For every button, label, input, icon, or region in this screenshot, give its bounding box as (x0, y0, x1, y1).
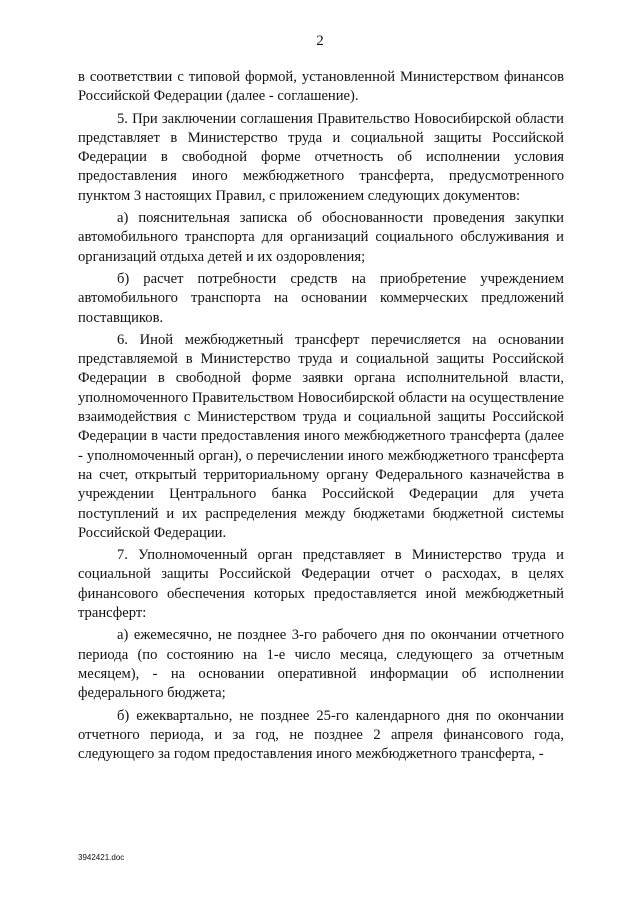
paragraph-subitem-7a: а) ежемесячно, не позднее 3-го рабочего дня по окончании отчетного периода (по состоянию на 1-е число месяца, следующего за отчетным месяцем), - на основании оперативной информации об исполнении федерального бюджета; (78, 627, 564, 702)
paragraph-item-5: 5. При заключении соглашения Правительство Новосибирской области представляет в Министерство труда и социальной защиты Российской Федерации в свободной форме отчетность об исполнении условия предоставления иного межбюджетного трансферта, предусмотренного пунктом 3 настоящих Правил, с приложением следующих документов: (78, 110, 564, 204)
document-filename-footer: 3942421.doc (78, 853, 125, 862)
page-number: 2 (316, 33, 324, 49)
paragraph-subitem-5b: б) расчет потребности средств на приобретение учреждением автомобильного транспорта на основании коммерческих предложений поставщиков. (78, 270, 564, 326)
paragraph-item-7: 7. Уполномоченный орган представляет в Министерство труда и социальной защиты Российской Федерации отчет о расходах, в целях финансового обеспечения которых предоставляется иной межбюджетный трансферт: (78, 547, 564, 622)
paragraph-item-6: 6. Иной межбюджетный трансферт перечисляется на основании представляемой в Министерство труда и социальной защиты Российской Федерации в свободной форме заявки органа исполнительной власти, уполномоченного Правительством Новосибирской области на осуществление взаимодействия с Министерством труда и социальной защиты Российской Федерации в части предоставления иного межбюджетного трансферта (далее - уполномоченный орган), о перечислении иного межбюджетного трансферта на счет, открытый территориальному органу Федерального казначейства в учреждении Центрального банка Российской Федерации для учета поступлений и их распределения между бюджетами бюджетной системы Российской Федерации. (78, 331, 564, 541)
document-body (78, 68, 564, 767)
paragraph-subitem-7b: б) ежеквартально, не позднее 25-го календарного дня по окончании отчетного периода, и за год, не позднее 2 апреля финансового года, следующего за годом предоставления иного межбюджетного трансферта, - (78, 707, 564, 763)
paragraph-continuation: в соответствии с типовой формой, установленной Министерством финансов Российской Федерации (далее - соглашение). (78, 69, 564, 105)
paragraph-subitem-5a: а) пояснительная записка об обоснованности проведения закупки автомобильного транспорта для организаций социального обслуживания и организаций отдыха детей и их оздоровления; (78, 210, 564, 265)
